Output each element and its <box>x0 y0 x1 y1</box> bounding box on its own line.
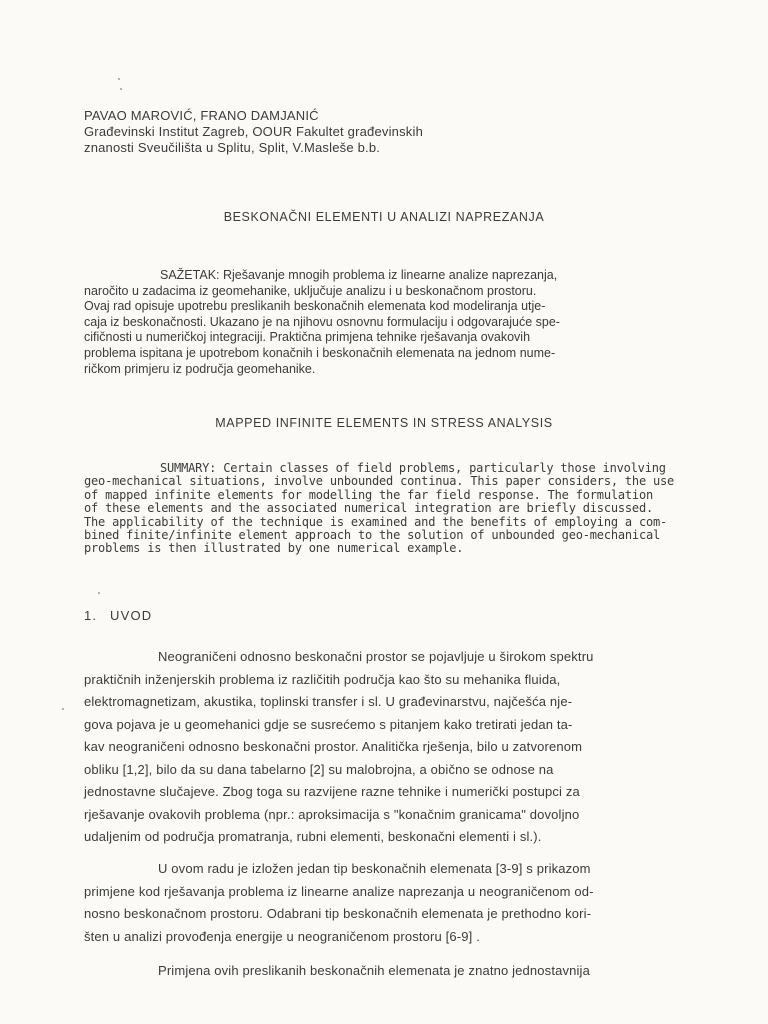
body-line: šten u analizi provođenja energije u neograničenom prostoru [6-9] . <box>84 928 480 944</box>
section-heading <box>84 608 152 623</box>
scan-speck <box>118 78 120 80</box>
body-line: Neograničeni odnosno beskonačni prostor se pojavljuje u širokom spektru <box>158 649 594 664</box>
body-line: obliku [1,2], bilo da su dana tabelarno [2] su malobrojna, a obično se odnose na <box>84 761 554 777</box>
abstract-line: caja iz beskonačnosti. Ukazano je na njihovu osnovnu formulaciju i odgovarajuće spe- <box>84 314 560 329</box>
body-line: U ovom radu je izložen jedan tip beskonačnih elemenata [3-9] s prikazom <box>158 861 591 876</box>
abstract-line: of mapped infinite elements for modelling the far field response. The formulation <box>84 487 653 502</box>
abstract-line: naročito u zadacima iz geomehanike, uključuje analizu i u beskonačnom prostoru. <box>84 283 537 298</box>
author-block <box>84 108 423 156</box>
abstract-line: cifičnosti u numeričkoj integraciji. Praktična primjena tehnike rješavanja ovakovih <box>84 330 531 345</box>
body-line: kav neograničeni odnosno beskonačni prostor. Analitička rješenja, bilo u zatvorenom <box>84 739 583 754</box>
abstract-line: ričkom primjeru iz područja geomehanike. <box>84 361 316 376</box>
abstract-line: Ovaj rad opisuje upotrebu preslikanih beskonačnih elemenata kod modeliranja utje- <box>84 299 546 314</box>
author-names: PAVAO MAROVIĆ, FRANO DAMJANIĆ <box>84 108 319 123</box>
paper-title-croatian: BESKONAČNI ELEMENTI U ANALIZI NAPREZANJA <box>223 210 545 224</box>
body-paragraph <box>84 960 590 983</box>
body-line: nosno beskonačnom prostoru. Odabrani tip beskonačnih elemenata je prethodno kori- <box>84 906 592 921</box>
abstract-line: geo-mechanical situations, involve unbounded continua. This paper considers, the use <box>84 474 675 489</box>
body-line: Primjena ovih preslikanih beskonačnih elemenata je znatno jednostavnija <box>158 963 590 978</box>
body-line: praktičnih inženjerskih problema iz različitih područja kao što su mehanika fluida, <box>84 671 561 687</box>
paper-title-english: MAPPED INFINITE ELEMENTS IN STRESS ANALYSIS <box>215 416 553 430</box>
abstract-line: bined finite/infinite element approach to the solution of unbounded geo-mechanical <box>84 528 661 543</box>
body-line: udaljenim od područja promatranja, rubni elementi, beskonačni elementi i sl.). <box>84 829 542 844</box>
abstract-line: SAŽETAK: Rješavanje mnogih problema iz linearne analize naprezanja, <box>160 268 558 282</box>
abstract-english <box>84 462 674 556</box>
affiliation-line: znanosti Sveučilišta u Splitu, Split, V.Masleše b.b. <box>84 140 381 155</box>
scan-speck <box>120 88 122 90</box>
abstract-line: of these elements and the associated numerical integration are briefly discussed. <box>84 501 653 516</box>
abstract-line: problems is then illustrated by one numerical example. <box>84 541 464 556</box>
affiliation-line: Građevinski Institut Zagreb, OOUR Fakultet građevinskih <box>84 124 424 139</box>
body-line: elektromagnetizam, akustika, toplinski transfer i sl. U građevinarstvu, najčešća nje- <box>84 694 573 709</box>
section-number: 1. <box>84 608 98 623</box>
abstract-line: The applicability of the technique is examined and the benefits of employing a com- <box>84 514 668 529</box>
abstract-line: problema ispitana je upotrebom konačnih i beskonačnih elemenata na jednom nume- <box>84 345 556 360</box>
abstract-line: SUMMARY: Certain classes of field problems, particularly those involving <box>160 461 666 475</box>
body-line: jednostavne slučajeve. Zbog toga su razvijene razne tehnike i numerički postupci za <box>84 784 580 799</box>
body-line: rješavanje ovakovih problema (npr.: aproksimacija s "konačnim granicama" dovoljno <box>84 806 580 822</box>
body-line: gova pojava je u geomehanici gdje se susrećemo s pitanjem kako tretirati jedan ta- <box>84 716 573 732</box>
scan-speck <box>98 592 100 594</box>
scan-speck <box>62 708 64 710</box>
body-paragraph <box>84 858 594 948</box>
section-title: UVOD <box>110 608 153 623</box>
abstract-croatian <box>84 268 560 377</box>
body-line: primjene kod rješavanja problema iz linearne analize naprezanja u neograničenom od- <box>84 883 594 899</box>
body-paragraph <box>84 646 594 849</box>
